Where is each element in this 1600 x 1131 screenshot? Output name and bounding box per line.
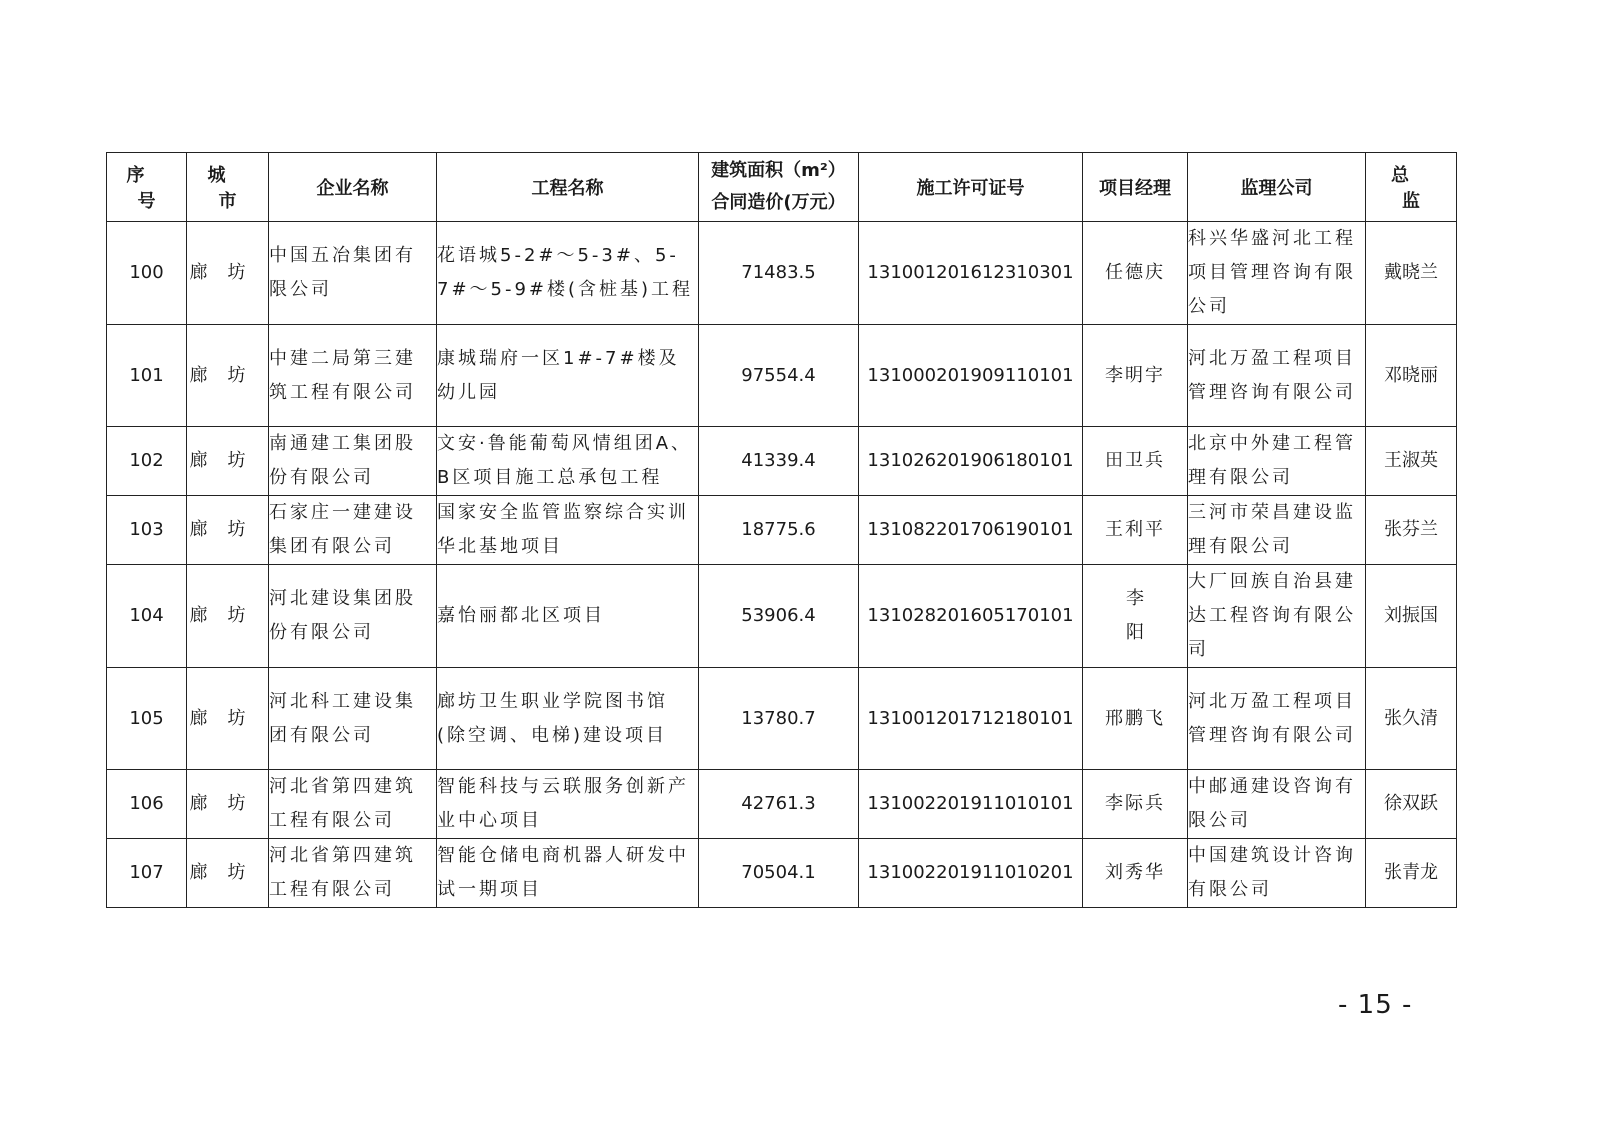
table-row [107, 770, 1457, 839]
cell-manager: 田卫兵 [1083, 427, 1188, 496]
cell-city: 廊坊 [187, 427, 269, 496]
cell-project: 智能科技与云联服务创新产业中心项目 [437, 770, 699, 839]
cell-area: 53906.4 [699, 565, 859, 668]
cell-area: 70504.1 [699, 839, 859, 908]
cell-chief: 王淑英 [1366, 427, 1457, 496]
cell-permit: 131026201906180101 [859, 427, 1083, 496]
table-row [107, 427, 1457, 496]
table-row [107, 325, 1457, 427]
cell-supervisor-company: 中国建筑设计咨询有限公司 [1188, 839, 1366, 908]
cell-company: 河北省第四建筑工程有限公司 [269, 770, 437, 839]
cell-manager: 邢鹏飞 [1083, 668, 1188, 770]
cell-seq: 103 [107, 496, 187, 565]
header-area-cost [699, 153, 859, 222]
cell-permit: 131000201909110101 [859, 325, 1083, 427]
cell-permit: 131001201612310301 [859, 222, 1083, 325]
cell-city: 廊坊 [187, 770, 269, 839]
cell-city: 廊坊 [187, 222, 269, 325]
header-supervisor-company: 监理公司 [1188, 153, 1366, 222]
cell-project: 花语城5-2#～5-3#、5-7#～5-9#楼(含桩基)工程 [437, 222, 699, 325]
cell-supervisor-company: 中邮通建设咨询有限公司 [1188, 770, 1366, 839]
cell-company: 河北省第四建筑工程有限公司 [269, 839, 437, 908]
cell-company: 中国五冶集团有限公司 [269, 222, 437, 325]
cell-area: 42761.3 [699, 770, 859, 839]
cell-chief: 邓晓丽 [1366, 325, 1457, 427]
cell-project: 文安·鲁能葡萄风情组团A、B区项目施工总承包工程 [437, 427, 699, 496]
cell-manager: 李阳 [1083, 565, 1188, 668]
header-city: 城 市 [187, 153, 269, 222]
cell-chief: 张久清 [1366, 668, 1457, 770]
cell-company: 石家庄一建建设集团有限公司 [269, 496, 437, 565]
cell-seq: 107 [107, 839, 187, 908]
table-row [107, 565, 1457, 668]
cell-seq: 101 [107, 325, 187, 427]
cell-supervisor-company: 科兴华盛河北工程项目管理咨询有限公司 [1188, 222, 1366, 325]
header-project: 工程名称 [437, 153, 699, 222]
cell-project: 国家安全监管监察综合实训华北基地项目 [437, 496, 699, 565]
cell-area: 13780.7 [699, 668, 859, 770]
cell-seq: 100 [107, 222, 187, 325]
cell-seq: 102 [107, 427, 187, 496]
cell-chief: 戴晓兰 [1366, 222, 1457, 325]
header-permit: 施工许可证号 [859, 153, 1083, 222]
cell-seq: 105 [107, 668, 187, 770]
page-number: - 15 - [1338, 990, 1413, 1020]
cell-supervisor-company: 三河市荣昌建设监理有限公司 [1188, 496, 1366, 565]
header-chief: 总 监 [1366, 153, 1457, 222]
cell-company: 中建二局第三建筑工程有限公司 [269, 325, 437, 427]
cell-city: 廊坊 [187, 839, 269, 908]
cell-permit: 131002201911010101 [859, 770, 1083, 839]
cell-supervisor-company: 河北万盈工程项目管理咨询有限公司 [1188, 325, 1366, 427]
cell-company: 河北建设集团股份有限公司 [269, 565, 437, 668]
table-row [107, 222, 1457, 325]
cell-permit: 131002201911010201 [859, 839, 1083, 908]
cell-permit: 131028201605170101 [859, 565, 1083, 668]
cell-manager: 任德庆 [1083, 222, 1188, 325]
cell-manager: 王利平 [1083, 496, 1188, 565]
cell-company: 南通建工集团股份有限公司 [269, 427, 437, 496]
cell-chief: 徐双跃 [1366, 770, 1457, 839]
cell-project: 廊坊卫生职业学院图书馆(除空调、电梯)建设项目 [437, 668, 699, 770]
cell-manager: 李明宇 [1083, 325, 1188, 427]
cell-project: 智能仓储电商机器人研发中试一期项目 [437, 839, 699, 908]
header-company: 企业名称 [269, 153, 437, 222]
cell-area: 71483.5 [699, 222, 859, 325]
cell-seq: 106 [107, 770, 187, 839]
cell-supervisor-company: 大厂回族自治县建达工程咨询有限公司 [1188, 565, 1366, 668]
project-table [106, 152, 1457, 908]
table-row [107, 668, 1457, 770]
cell-city: 廊坊 [187, 496, 269, 565]
header-area: 建筑面积（m²） [711, 160, 846, 181]
cell-area: 18775.6 [699, 496, 859, 565]
cell-manager: 李际兵 [1083, 770, 1188, 839]
cell-city: 廊坊 [187, 565, 269, 668]
cell-permit: 131082201706190101 [859, 496, 1083, 565]
cell-project: 康城瑞府一区1#-7#楼及幼儿园 [437, 325, 699, 427]
cell-chief: 刘振国 [1366, 565, 1457, 668]
cell-project: 嘉怡丽都北区项目 [437, 565, 699, 668]
cell-permit: 131001201712180101 [859, 668, 1083, 770]
header-manager: 项目经理 [1083, 153, 1188, 222]
header-seq: 序 号 [107, 153, 187, 222]
cell-chief: 张芬兰 [1366, 496, 1457, 565]
cell-supervisor-company: 河北万盈工程项目管理咨询有限公司 [1188, 668, 1366, 770]
header-cost: 合同造价(万元） [711, 192, 846, 213]
table-header-row [107, 153, 1457, 222]
cell-chief: 张青龙 [1366, 839, 1457, 908]
cell-area: 97554.4 [699, 325, 859, 427]
cell-city: 廊坊 [187, 668, 269, 770]
cell-company: 河北科工建设集团有限公司 [269, 668, 437, 770]
cell-area: 41339.4 [699, 427, 859, 496]
cell-supervisor-company: 北京中外建工程管理有限公司 [1188, 427, 1366, 496]
cell-seq: 104 [107, 565, 187, 668]
table-row [107, 839, 1457, 908]
table-row [107, 496, 1457, 565]
cell-manager: 刘秀华 [1083, 839, 1188, 908]
cell-city: 廊坊 [187, 325, 269, 427]
